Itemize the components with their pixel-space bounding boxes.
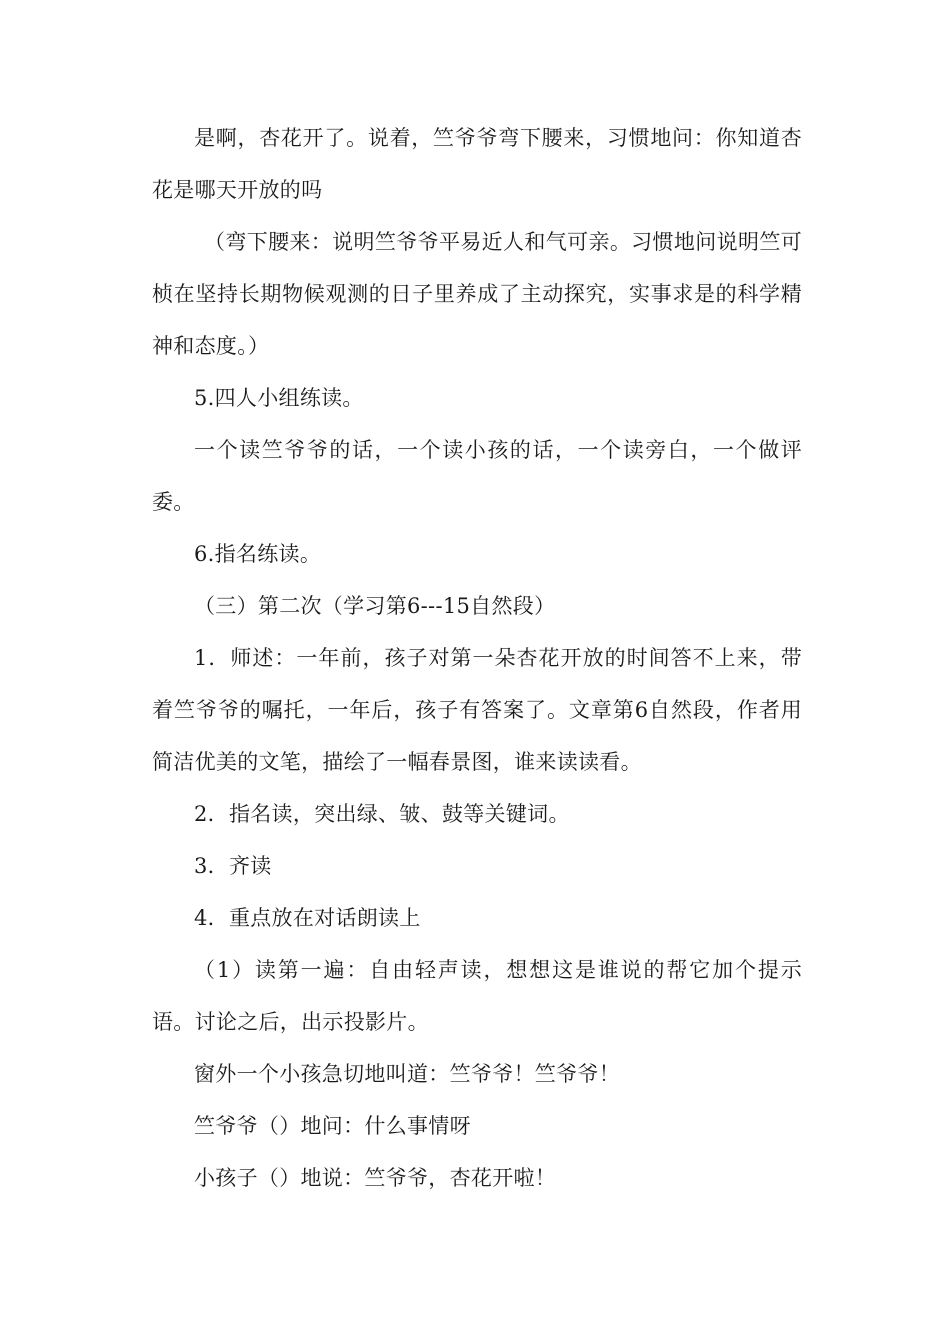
dialogue-line-2: 竺爷爷（）地问：什么事情呀 bbox=[194, 1114, 471, 1138]
paragraph-9-step-3: 3．齐读 bbox=[194, 854, 272, 878]
paragraph-5-step-6: 6.指名练读。 bbox=[194, 542, 322, 566]
dialogue-line-1: 窗外一个小孩急切地叫道：竺爷爷！竺爷爷！ bbox=[194, 1062, 620, 1086]
paragraph-10-step-4: 4．重点放在对话朗读上 bbox=[194, 906, 421, 930]
document-body bbox=[152, 112, 802, 1204]
section-heading-part-3: （三）第二次（学习第6---15自然段） bbox=[194, 594, 556, 618]
paragraph-1: 是啊，杏花开了。说着，竺爷爷弯下腰来，习惯地问：你知道杏花是哪天开放的吗 bbox=[152, 126, 802, 202]
dialogue-line-3: 小孩子（）地说：竺爷爷，杏花开啦！ bbox=[194, 1166, 557, 1190]
paragraph-2-annotation: （弯下腰来：说明竺爷爷平易近人和气可亲。习惯地问说明竺可桢在坚持长期物候观测的日子里养成了主动探究，实事求是的科学精神和态度。） bbox=[152, 230, 802, 358]
paragraph-11-substep-1: （1）读第一遍：自由轻声读，想想这是谁说的帮它加个提示语。讨论之后，出示投影片。 bbox=[152, 958, 802, 1034]
paragraph-4: 一个读竺爷爷的话，一个读小孩的话，一个读旁白，一个做评委。 bbox=[152, 438, 802, 514]
paragraph-3-step-5: 5.四人小组练读。 bbox=[194, 386, 364, 410]
paragraph-8-step-2: 2．指名读，突出绿、皱、鼓等关键词。 bbox=[194, 802, 570, 826]
paragraph-7-step-1: 1．师述：一年前，孩子对第一朵杏花开放的时间答不上来，带着竺爷爷的嘱托，一年后，孩子有答案了。文章第6自然段，作者用简洁优美的文笔，描绘了一幅春景图，谁来读读看。 bbox=[152, 646, 802, 774]
